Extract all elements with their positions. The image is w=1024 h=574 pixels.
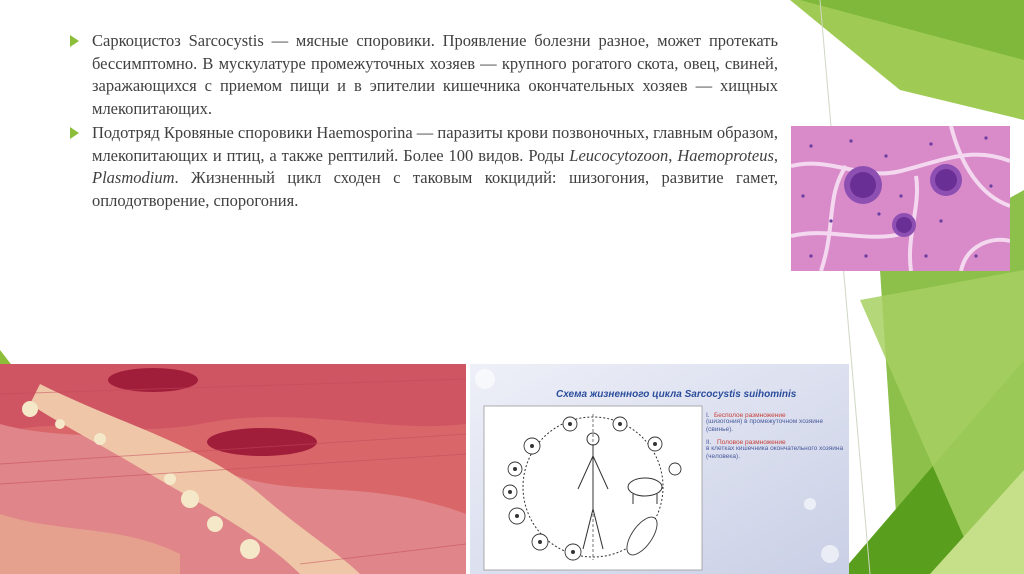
legend-item-2-rest: в клетках кишечника окончательного хозяина (человека).	[706, 445, 844, 460]
legend-item-1-num: I.	[706, 412, 710, 419]
diagram-title: Схема жизненного цикла Sarcocystis suihominis	[556, 389, 797, 400]
bullet-text-part: . Жизненный цикл сходен с таковым кокцидий: шизогония, развитие гамет, оплодотворение, спорогония.	[92, 168, 778, 210]
bullet-haemosporina	[72, 122, 778, 212]
micrograph-muscle-tissue	[0, 364, 466, 574]
legend-item-2-num: II.	[706, 439, 712, 446]
legend-item-1-rest: (шизогония) в промежуточном хозяине (свинье).	[706, 418, 824, 433]
bullet-text: Саркоцистоз Sarcocystis — мясные споровики. Проявление болезни разное, может протекать бессимптомно. В мускулатуре промежуточных хозяев — крупного рогатого скота, овец, свиней, заражающихся с приемом пищи и в эпителии кишечника окончательных хозяев — хищных млекопитающих.	[92, 31, 778, 118]
genus-haemoproteus: Haemoproteus	[677, 145, 774, 165]
genus-leucocytozoon: Leucocytozoon	[569, 145, 669, 165]
text-content	[72, 30, 778, 214]
bullet-text-part: ,	[668, 145, 678, 165]
bullet-arrow-icon	[70, 127, 79, 139]
bullet-text-part: Подотряд Кровяные споровики Haemosporina — паразиты крови позвоночных, главным образом, млекопитающих и птиц, а также рептилий. Более 100 видов. Роды	[92, 123, 778, 165]
bullet-text-part: ,	[773, 145, 778, 165]
micrograph-muscle-cysts	[791, 126, 1010, 271]
genus-plasmodium: Plasmodium	[92, 168, 175, 187]
legend-item-1-label: Бесполое размножение	[714, 412, 786, 419]
bullet-sarcocystis	[72, 30, 778, 120]
diagram-life-cycle	[470, 364, 849, 574]
legend-item-2-label: Половое размножение	[717, 439, 786, 446]
bullet-arrow-icon	[70, 35, 79, 47]
